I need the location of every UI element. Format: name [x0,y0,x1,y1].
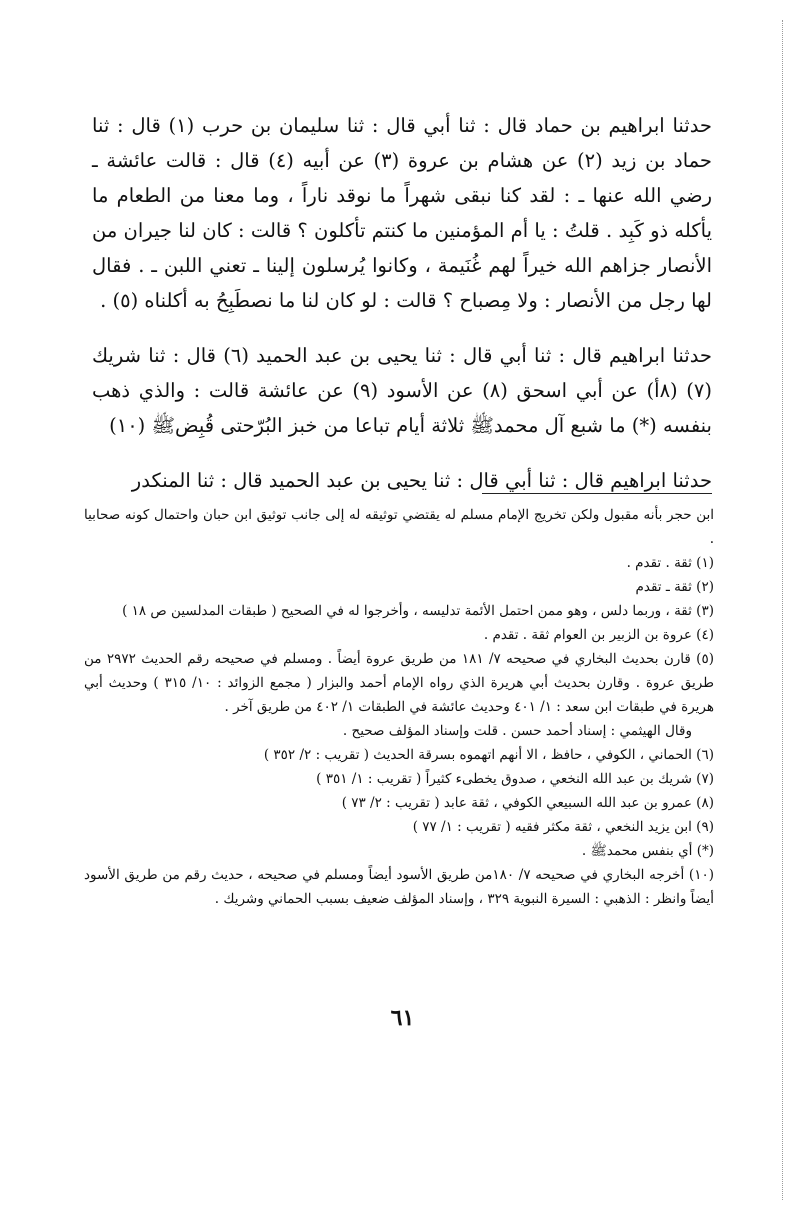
footnote-continuation: ابن حجر بأنه مقبول ولكن تخريج الإمام مسلم له يقتضي توثيقه له إلى جانب توثيق ابن حبان واحتمال كونه صحابيا . [84,507,714,547]
footnote-8: (٨) عمرو بن عبد الله السبيعي الكوفي ، ثقة عابد ( تقريب : ٢/ ٧٣ ) [341,795,714,811]
footnote-9: (٩) ابن يزيد النخعي ، ثقة مكثر فقيه ( تقريب : ١/ ٧٧ ) [412,819,714,835]
main-text [92,108,712,512]
footnote-3: (٣) ثقة ، وربما دلس ، وهو ممن احتمل الأئمة تدليسه ، وأخرجوا له في الصحيح ( طبقات المدلسين ص ١٨ ) [122,603,714,619]
footnote-5-comment: وقال الهيثمي : إسناد أحمد حسن . قلت وإسناد المؤلف صحيح . [342,723,692,739]
footnote-star: (*) أي بنفس محمدﷺ . [581,843,714,859]
footnote-separator [482,493,712,494]
footnote-6: (٦) الحماني ، الكوفي ، حافظ ، الا أنهم اتهموه بسرقة الحديث ( تقريب : ٢/ ٣٥٢ ) [263,747,714,763]
footnote-10: (١٠) أخرجه البخاري في صحيحه ٧/ ١٨٠من طريق الأسود أيضاً ومسلم في صحيحه ، حديث رقم من طريق الأسود أيضاً وانظر : الذهبي : السيرة النبوية ٣٢٩ ، وإسناد المؤلف ضعيف بسبب الحماني وشريك . [84,867,714,907]
page-number: ٦١ [390,1005,415,1031]
footnote-1: (١) ثقة . تقدم . [626,555,714,571]
hadith-paragraph-3: حدثنا ابراهيم قال : ثنا أبي قال : ثنا يحيى بن عبد الحميد قال : ثنا المنكدر [131,469,712,492]
footnote-4: (٤) عروة بن الزبير بن العوام ثقة . تقدم . [483,627,714,643]
hadith-paragraph-2: حدثنا ابراهيم قال : ثنا أبي قال : ثنا يحيى بن عبد الحميد (٦) قال : ثنا شريك (٧) (٨أ) عن أبي اسحق (٨) عن الأسود (٩) عن عائشة قالت : والذي ذهب بنفسه (*) ما شبع آل محمدﷺ ثلاثة أيام تباعا من خبز البُرّحتى قُبِضﷺ (١٠) [92,344,712,437]
hadith-paragraph-1: حدثنا ابراهيم بن حماد قال : ثنا أبي قال : ثنا سليمان بن حرب (١) قال : ثنا حماد بن زيد (٢) عن هشام بن عروة (٣) عن أبيه (٤) قال : قالت عائشة ـ رضي الله عنها ـ : لقد كنا نبقى شهراً ما نوقد ناراً ، وما معنا من الطعام ما يأكله ذو كَبِد . قلتُ : يا أم المؤمنين ما كنتم تأكلون ؟ قالت : كان لنا جيران من الأنصار جزاهم الله خيراً لهم غُنَيمة ، وكانوا يُرسلون إلينا ـ تعني اللبن ـ . فقال لها رجل من الأنصار : ولا مِصباح ؟ قالت : لو كان لنا ما نصطَبِحُ به أكلناه (٥) . [92,114,712,312]
footnote-5: (٥) قارن بحديث البخاري في صحيحه ٧/ ١٨١ من طريق عروة أيضاً . ومسلم في صحيحه رقم الحديث ٢٩٧٢ من طريق عروة . وقارن بحديث أبي هريرة الذي رواه الإمام أحمد والبزار ( مجمع الزوائد : ١٠/ ٣١٥ ) وحديث أبي هريرة في طبقات ابن سعد : ١/ ٤٠١ وحديث عائشة في الطبقات ١/ ٤٠٢ من طريق آخر . [84,651,714,715]
footnote-7: (٧) شريك بن عبد الله النخعي ، صدوق يخطىء كثيراً ( تقريب : ١/ ٣٥١ ) [316,771,714,787]
footnotes [84,503,714,911]
footnote-2: (٢) ثقة ـ تقدم [635,579,714,595]
